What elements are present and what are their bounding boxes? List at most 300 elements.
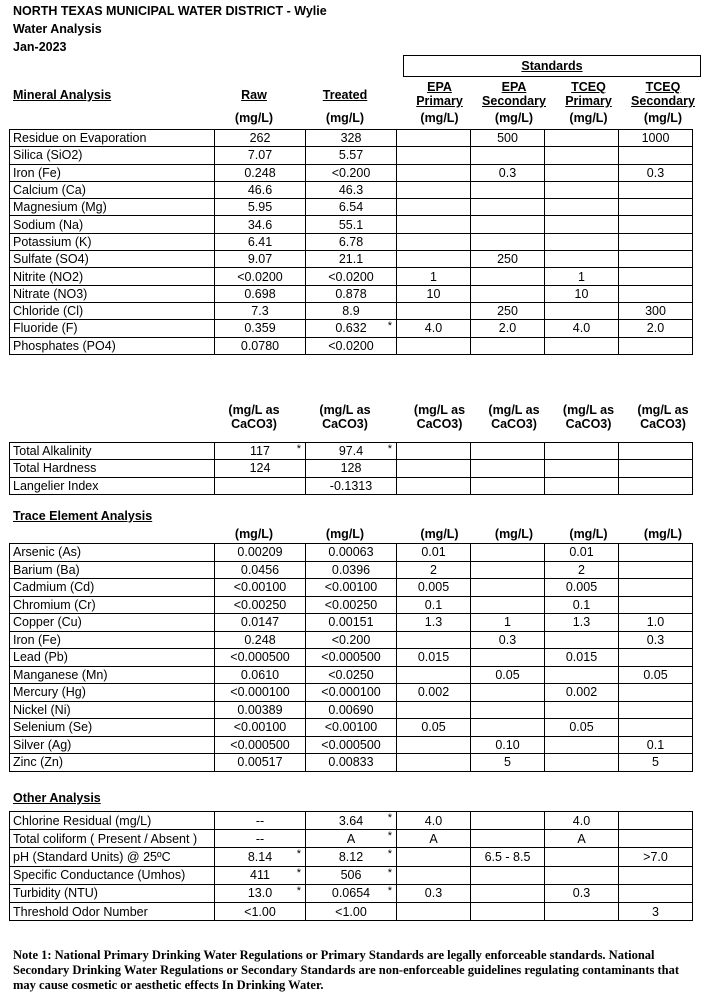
cell-value: 0.3 [424,886,443,901]
table-row [10,701,693,719]
header-doc-type: Water Analysis [13,22,102,36]
cell-value: 0.05 [569,720,594,735]
cell-epa-p [397,684,471,702]
cell-epa-s [471,866,545,884]
cell-epa-p [397,302,471,319]
cell-value: <0.00100 [324,580,378,595]
cell-raw [215,147,306,164]
unit-text: (mg/L) [643,527,683,541]
cell-value: 6.41 [247,234,273,249]
cell-tceq-s [619,216,693,233]
unit-text: (mg/L as [413,403,466,417]
footnote-marker: * [387,830,392,843]
cell-tceq-s [619,631,693,649]
trace-title: Trace Element Analysis [13,509,153,523]
cell-raw [215,320,306,337]
cell-epa-p [397,130,471,147]
unit-text: (mg/L) [494,111,534,125]
cell-value: 1 [578,269,585,284]
cell-value: -- [255,813,265,828]
cell-value: 10 [426,286,441,301]
cell-tceq-s [619,812,693,830]
table-row [10,902,693,920]
cell-epa-s [471,443,545,460]
row-label: Chromium (Cr) [10,596,215,614]
cell-value: 328 [340,131,362,146]
row-label: Zinc (Zn) [10,754,215,772]
unit-text: CaCO3) [565,417,612,431]
footnote-marker: * [387,884,392,897]
cell-tceq-s [619,337,693,354]
mineral-table [9,129,693,355]
cell-value: 0.002 [565,685,598,700]
alk-unit-tceq-s [626,403,700,431]
cell-tceq-p [545,164,619,181]
cell-epa-s [471,736,545,754]
cell-treated [306,561,397,579]
cell-raw [215,902,306,920]
col-epa-secondary-l2: Secondary [482,94,546,108]
table-row [10,561,693,579]
cell-tceq-s [619,544,693,562]
cell-value: 0.005 [565,580,598,595]
cell-tceq-p [545,830,619,848]
cell-treated [306,631,397,649]
cell-tceq-s [619,147,693,164]
row-label: Specific Conductance (Umhos) [10,866,215,884]
cell-tceq-s [619,614,693,632]
cell-tceq-p [545,614,619,632]
cell-epa-p [397,579,471,597]
cell-epa-p [397,251,471,268]
row-label: Silica (SiO2) [10,147,215,164]
table-row [10,147,693,164]
cell-tceq-s [619,561,693,579]
cell-value: 0.3 [646,632,665,647]
cell-value: <0.000500 [321,650,381,665]
table-row [10,848,693,866]
alk-unit-tceq-p [552,403,625,431]
cell-tceq-p [545,285,619,302]
cell-value: 2.0 [646,321,665,336]
cell-epa-s [471,684,545,702]
unit-text: (mg/L as [319,403,371,417]
cell-value: 0.359 [244,321,276,336]
col-tceq-secondary-l2: Secondary [631,94,695,108]
cell-tceq-p [545,477,619,494]
cell-tceq-s [619,666,693,684]
cell-tceq-s [619,130,693,147]
col-raw: Raw [241,88,267,102]
cell-raw [215,181,306,198]
cell-value: <0.0200 [328,338,374,353]
cell-epa-p [397,199,471,216]
alk-unit-treated [306,403,384,431]
cell-value: 2 [578,562,585,577]
cell-tceq-p [545,561,619,579]
cell-treated [306,268,397,285]
cell-value: 0.015 [565,650,598,665]
cell-epa-s [471,199,545,216]
cell-value: 1 [504,615,511,630]
cell-tceq-p [545,719,619,737]
cell-tceq-p [545,130,619,147]
cell-value: A [577,831,586,846]
cell-epa-s [471,251,545,268]
cell-raw [215,754,306,772]
cell-value: 0.05 [421,720,446,735]
cell-tceq-s [619,596,693,614]
cell-value: 506 [340,868,362,883]
cell-tceq-p [545,302,619,319]
cell-epa-p [397,268,471,285]
cell-epa-p [397,736,471,754]
cell-value: 34.6 [247,217,273,232]
cell-value: 0.01 [421,545,446,560]
cell-epa-p [397,337,471,354]
cell-value: 7.3 [251,304,269,319]
cell-value: 0.00151 [328,615,374,630]
cell-epa-s [471,561,545,579]
cell-epa-s [471,181,545,198]
table-row [10,164,693,181]
cell-value: A [346,831,356,846]
unit-text: CaCO3) [640,417,686,431]
row-label: Chloride (Cl) [10,302,215,319]
table-row [10,596,693,614]
cell-value: 3 [652,904,659,919]
cell-tceq-s [619,902,693,920]
cell-value: 1.3 [572,615,591,630]
cell-epa-p [397,631,471,649]
cell-epa-s [471,701,545,719]
cell-value: 0.0610 [240,667,280,682]
cell-tceq-p [545,596,619,614]
cell-treated [306,199,397,216]
unit-text: (mg/L) [234,527,274,541]
cell-tceq-p [545,631,619,649]
row-label: Arsenic (As) [10,544,215,562]
row-label: Cadmium (Cd) [10,579,215,597]
cell-value: 0.01 [569,545,594,560]
cell-tceq-s [619,164,693,181]
cell-value: 250 [497,304,518,319]
cell-value: 124 [249,461,271,476]
col-tceq-secondary [626,80,700,108]
cell-epa-p [397,477,471,494]
cell-tceq-s [619,181,693,198]
cell-treated [306,719,397,737]
cell-tceq-s [619,866,693,884]
cell-value: A [429,831,438,846]
cell-raw [215,233,306,250]
cell-value: 2.0 [498,321,517,336]
mineral-unit-epa-s [477,111,551,125]
unit-text: CaCO3) [491,417,537,431]
cell-tceq-p [545,337,619,354]
cell-epa-p [397,614,471,632]
cell-value: 10 [574,286,589,301]
cell-value: 8.9 [342,304,360,319]
unit-text: (mg/L) [569,527,608,541]
col-epa-primary [403,80,476,108]
cell-value: <0.000500 [230,737,290,752]
cell-value: 0.00389 [237,702,283,717]
mineral-unit-epa-p [403,111,476,125]
table-row [10,736,693,754]
cell-epa-p [397,181,471,198]
cell-raw [215,561,306,579]
cell-tceq-p [545,812,619,830]
cell-tceq-s [619,579,693,597]
cell-value: <0.000500 [321,737,381,752]
cell-raw [215,596,306,614]
col-epa-primary-l2: Primary [416,94,463,108]
cell-tceq-p [545,754,619,772]
table-row [10,614,693,632]
alk-unit-raw [215,403,293,431]
cell-epa-p [397,649,471,667]
cell-epa-s [471,233,545,250]
unit-text: CaCO3) [416,417,463,431]
cell-value: -0.1313 [329,478,373,493]
mineral-unit-treated [306,111,384,125]
table-row [10,337,693,354]
cell-raw [215,130,306,147]
cell-tceq-p [545,866,619,884]
row-label: Nickel (Ni) [10,701,215,719]
cell-tceq-s [619,302,693,319]
table-row [10,477,693,494]
cell-raw [215,719,306,737]
cell-tceq-s [619,701,693,719]
cell-tceq-s [619,884,693,902]
cell-value: 0.015 [417,650,450,665]
cell-epa-s [471,268,545,285]
cell-epa-p [397,902,471,920]
cell-value: <0.00250 [233,597,287,612]
cell-epa-s [471,614,545,632]
cell-value: 3.64 [338,813,364,828]
cell-value: <0.00100 [233,720,287,735]
cell-treated [306,736,397,754]
cell-tceq-p [545,884,619,902]
unit-text: (mg/L) [420,527,459,541]
cell-epa-s [471,130,545,147]
cell-epa-s [471,337,545,354]
table-row [10,181,693,198]
cell-raw [215,666,306,684]
cell-value: <0.00100 [233,580,287,595]
cell-value: 500 [497,131,518,146]
row-label: Magnesium (Mg) [10,199,215,216]
cell-raw [215,443,306,460]
header-district: NORTH TEXAS MUNICIPAL WATER DISTRICT - Wylie [13,4,327,18]
cell-tceq-s [619,199,693,216]
cell-value: 7.07 [247,148,273,163]
table-row [10,285,693,302]
row-label: Turbidity (NTU) [10,884,215,902]
cell-value: 8.12 [338,849,364,864]
cell-raw [215,337,306,354]
row-label: Nitrite (NO2) [10,268,215,285]
cell-treated [306,848,397,866]
cell-treated [306,614,397,632]
cell-epa-p [397,719,471,737]
cell-value: <0.00250 [324,597,378,612]
row-label: Fluoride (F) [10,320,215,337]
cell-value: 0.0396 [331,562,371,577]
footnote-marker: * [387,848,392,861]
table-row [10,320,693,337]
cell-epa-s [471,320,545,337]
cell-treated [306,701,397,719]
alkalinity-table [9,442,693,495]
cell-epa-p [397,164,471,181]
cell-tceq-s [619,736,693,754]
cell-tceq-p [545,443,619,460]
cell-value: 0.00517 [237,755,283,770]
cell-treated [306,596,397,614]
cell-raw [215,302,306,319]
cell-tceq-p [545,736,619,754]
row-label: Sodium (Na) [10,216,215,233]
cell-raw [215,812,306,830]
cell-value: 0.00209 [237,545,283,560]
cell-tceq-s [619,848,693,866]
cell-tceq-s [619,251,693,268]
cell-value: 0.0456 [240,562,280,577]
table-row [10,666,693,684]
row-label: Manganese (Mn) [10,666,215,684]
alk-unit-epa-p [403,403,476,431]
cell-epa-s [471,902,545,920]
table-row [10,684,693,702]
table-row [10,443,693,460]
cell-epa-s [471,719,545,737]
cell-treated [306,684,397,702]
cell-tceq-s [619,684,693,702]
cell-epa-s [471,812,545,830]
cell-value: 0.002 [417,685,450,700]
mineral-unit-tceq-s [626,111,700,125]
cell-value: 0.878 [335,286,367,301]
cell-tceq-s [619,719,693,737]
cell-raw [215,268,306,285]
cell-tceq-p [545,216,619,233]
cell-epa-s [471,477,545,494]
cell-value: 46.6 [247,183,273,198]
cell-raw [215,460,306,477]
mineral-unit-raw [215,111,293,125]
cell-value: 0.0780 [240,338,280,353]
cell-epa-s [471,147,545,164]
cell-value: 4.0 [572,321,591,336]
footnote-marker: * [387,812,392,824]
cell-value: 0.10 [495,737,520,752]
footnote-marker: * [296,443,301,455]
unit-text: CaCO3) [231,417,277,431]
cell-raw [215,544,306,562]
cell-tceq-p [545,848,619,866]
cell-epa-p [397,596,471,614]
cell-treated [306,830,397,848]
cell-value: 5.95 [247,200,273,215]
trace-unit-tceq-s [626,527,700,541]
table-row [10,216,693,233]
cell-value: 0.248 [244,165,276,180]
cell-treated [306,337,397,354]
cell-tceq-s [619,754,693,772]
cell-epa-p [397,285,471,302]
cell-epa-p [397,848,471,866]
cell-value: <0.200 [331,632,371,647]
cell-epa-p [397,460,471,477]
cell-epa-s [471,848,545,866]
table-row [10,631,693,649]
table-row [10,460,693,477]
cell-value: 5 [504,755,511,770]
cell-epa-s [471,649,545,667]
row-label: Total Alkalinity [10,443,215,460]
cell-epa-s [471,579,545,597]
unit-text: (mg/L) [325,111,365,125]
cell-value: 0.698 [244,286,276,301]
cell-treated [306,233,397,250]
cell-treated [306,216,397,233]
cell-treated [306,666,397,684]
cell-epa-s [471,884,545,902]
trace-table [9,543,693,772]
cell-value: 0.248 [244,632,276,647]
other-title: Other Analysis [13,791,101,805]
cell-treated [306,164,397,181]
cell-value: 97.4 [338,444,364,459]
cell-raw [215,848,306,866]
row-label: Iron (Fe) [10,164,215,181]
cell-tceq-s [619,477,693,494]
cell-epa-p [397,233,471,250]
unit-text: (mg/L as [562,403,615,417]
cell-epa-p [397,812,471,830]
cell-value: <0.000100 [321,685,381,700]
cell-value: 46.3 [338,183,364,198]
row-label: Phosphates (PO4) [10,337,215,354]
cell-epa-p [397,666,471,684]
cell-epa-s [471,460,545,477]
cell-tceq-p [545,233,619,250]
cell-value: 4.0 [572,813,591,828]
table-row [10,884,693,902]
row-label: Sulfate (SO4) [10,251,215,268]
cell-treated [306,181,397,198]
cell-tceq-p [545,701,619,719]
cell-treated [306,649,397,667]
cell-raw [215,285,306,302]
cell-treated [306,251,397,268]
cell-value: 55.1 [338,217,364,232]
unit-text: (mg/L as [228,403,280,417]
cell-treated [306,302,397,319]
cell-raw [215,477,306,494]
cell-value: 1000 [641,131,670,146]
cell-value: 128 [340,461,362,476]
cell-raw [215,684,306,702]
table-row [10,268,693,285]
cell-value: 0.00063 [328,545,374,560]
cell-tceq-p [545,684,619,702]
unit-text: (mg/L) [234,111,274,125]
